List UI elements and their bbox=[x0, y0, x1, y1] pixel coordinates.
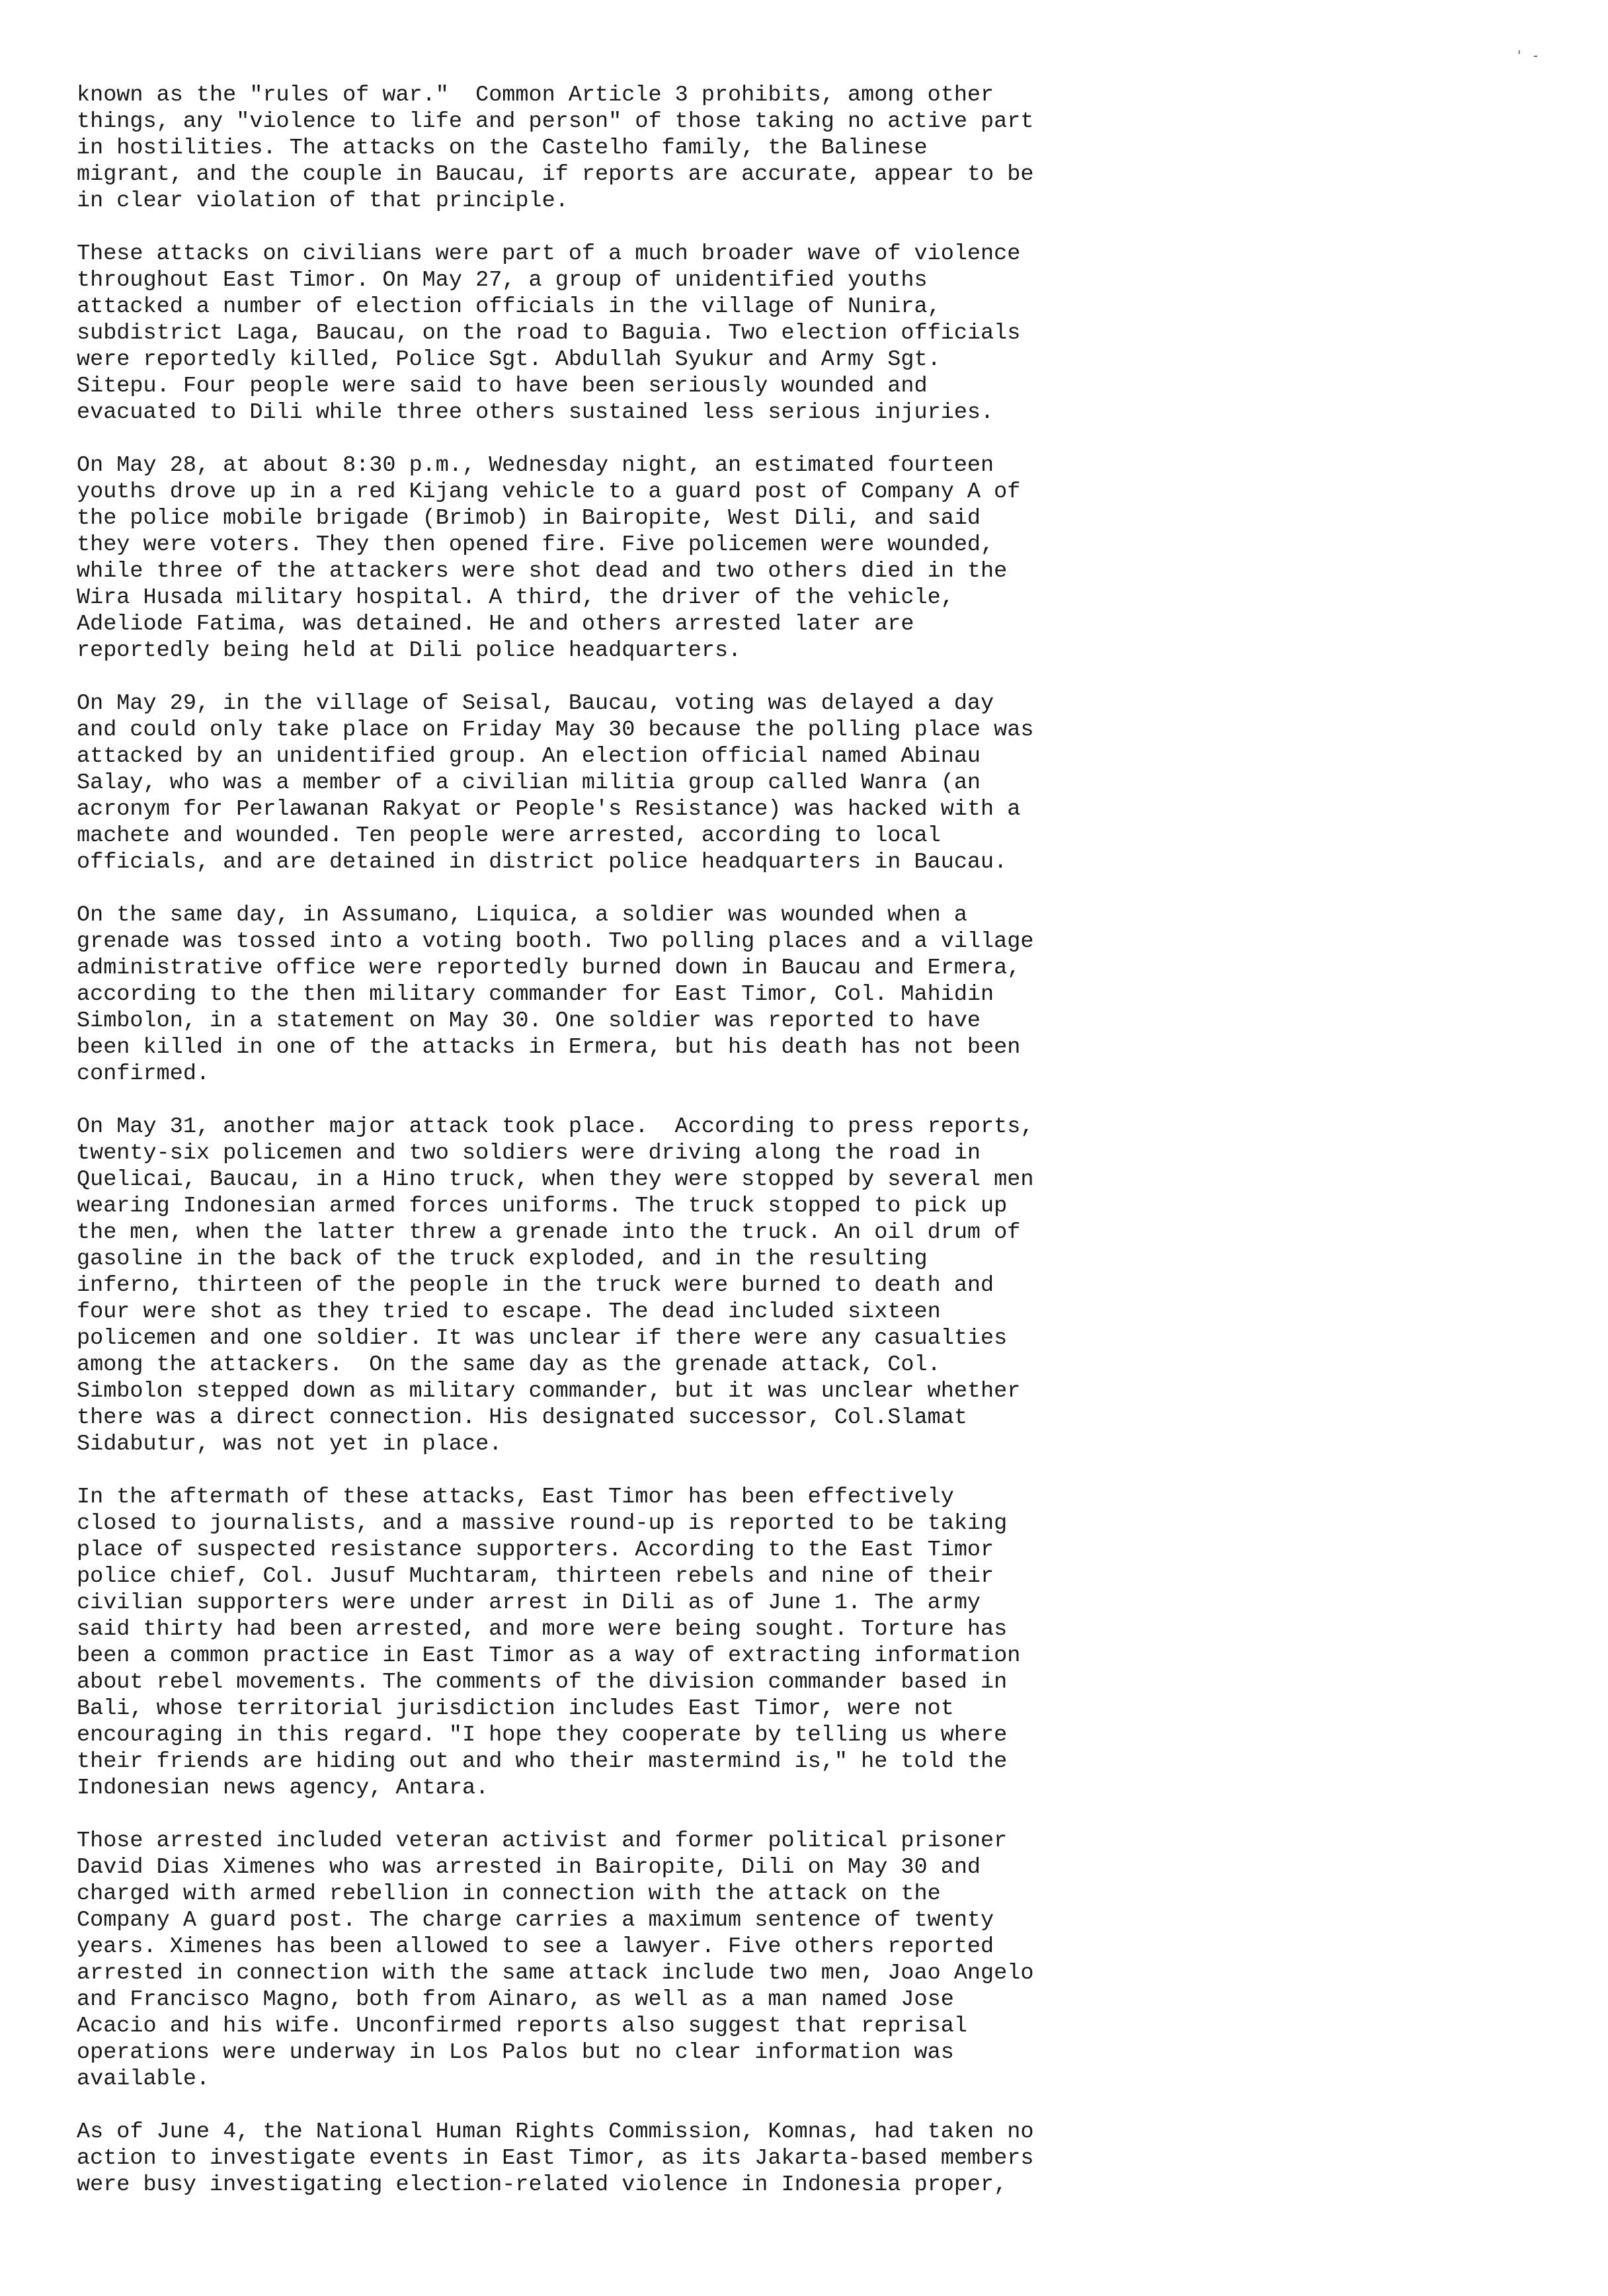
paragraph-may-27-attack: These attacks on civilians were part of a much broader wave of violence throughout East Timor. On May 27, a group of unidentified youths attacked a number of election officials in the village of Nunira, subdistrict Laga, Baucau, on the road to Baguia. Two election officials were reportedly killed, Police Sgt. Abdullah Syukur and Army Sgt. Sitepu. Four people were said to have been seriously wounded and evacuated to Dili while three others sustained less serious injuries. bbox=[77, 241, 1021, 425]
paragraph-assumano-grenade: On the same day, in Assumano, Liquica, a soldier was wounded when a grenade was tossed into a voting booth. Two polling places and a village administrative office were reportedly burned down in Baucau and Ermera, according to the then military commander for East Timor, Col. Mahidin Simbolon, in a statement on May 30. One soldier was reported to have been killed in one of the attacks in Ermera, but his death has not been confirmed. bbox=[77, 903, 1034, 1086]
paragraph-rules-of-war: known as the "rules of war." Common Article 3 prohibits, among other things, any "violence to life and person" of those taking no active part in hostilities. The attacks on the Castelho family, the Balinese migrant, and the couple in Baucau, if reports are accurate, appear to be in clear violation of that principle. bbox=[77, 83, 1034, 214]
corner-scan-mark: ' - bbox=[1517, 48, 1542, 63]
paragraph-may-29-seisal: On May 29, in the village of Seisal, Baucau, voting was delayed a day and could only take place on Friday May 30 because the polling place was attacked by an unidentified group. An election official named Abinau Salay, who was a member of a civilian militia group called Wanra (an acronym for Perlawanan Rakyat or People's Resistance) was hacked with a machete and wounded. Ten people were arrested, according to local officials, and are detained in district police headquarters in Baucau. bbox=[77, 691, 1034, 875]
paragraph-may-28-attack: On May 28, at about 8:30 p.m., Wednesday night, an estimated fourteen youths drove up in a red Kijang vehicle to a guard post of Company A of the police mobile brigade (Brimob) in Bairopite, West Dili, and said they were voters. They then opened fire. Five policemen were wounded, while three of the attackers were shot dead and two others died in the Wira Husada military hospital. A third, the driver of the vehicle, Adeliode Fatima, was detained. He and others arrested later are reportedly being held at Dili police headquarters. bbox=[77, 453, 1021, 663]
paragraph-those-arrested: Those arrested included veteran activist and former political prisoner David Dias Ximenes who was arrested in Bairopite, Dili on May 30 and charged with armed rebellion in connection with the attack on the Company A guard post. The charge carries a maximum sentence of twenty years. Ximenes has been allowed to see a lawyer. Five others reported arrested in connection with the same attack include two men, Joao Angelo and Francisco Magno, both from Ainaro, as well as a man named Jose Acacio and his wife. Unconfirmed reports also suggest that reprisal operations were underway in Los Palos but no clear information was available. bbox=[77, 1828, 1034, 2092]
paragraph-may-31-attack: On May 31, another major attack took place. According to press reports, twenty-six policemen and two soldiers were driving along the road in Quelicai, Baucau, in a Hino truck, when they were stopped by several men wearing Indonesian armed forces uniforms. The truck stopped to pick up the men, when the latter threw a grenade into the truck. An oil drum of gasoline in the back of the truck exploded, and in the resulting inferno, thirteen of the people in the truck were burned to death and four were shot as they tried to escape. The dead included sixteen policemen and one soldier. It was unclear if there were any casualties among the attackers. On the same day as the grenade attack, Col. Simbolon stepped down as military commander, but it was unclear whether there was a direct connection. His designated successor, Col.Slamat Sidabutur, was not yet in place. bbox=[77, 1114, 1034, 1457]
document-page bbox=[77, 82, 1214, 2277]
paragraph-komnas: As of June 4, the National Human Rights Commission, Komnas, had taken no action to investigate events in East Timor, as its Jakarta-based members were busy investigating election-related violence in Indonesia proper, bbox=[77, 2119, 1034, 2197]
paragraph-aftermath-roundup: In the aftermath of these attacks, East Timor has been effectively closed to journalists, and a massive round-up is reported to be taking place of suspected resistance supporters. According to the East Timor police chief, Col. Jusuf Muchtaram, thirteen rebels and nine of their civilian supporters were under arrest in Dili as of June 1. The army said thirty had been arrested, and more were being sought. Torture has been a common practice in East Timor as a way of extracting information about rebel movements. The comments of the division commander based in Bali, whose territorial jurisdiction includes East Timor, were not encouraging in this regard. "I hope they cooperate by telling us where their friends are hiding out and who their mastermind is," he told the Indonesian news agency, Antara. bbox=[77, 1485, 1021, 1801]
